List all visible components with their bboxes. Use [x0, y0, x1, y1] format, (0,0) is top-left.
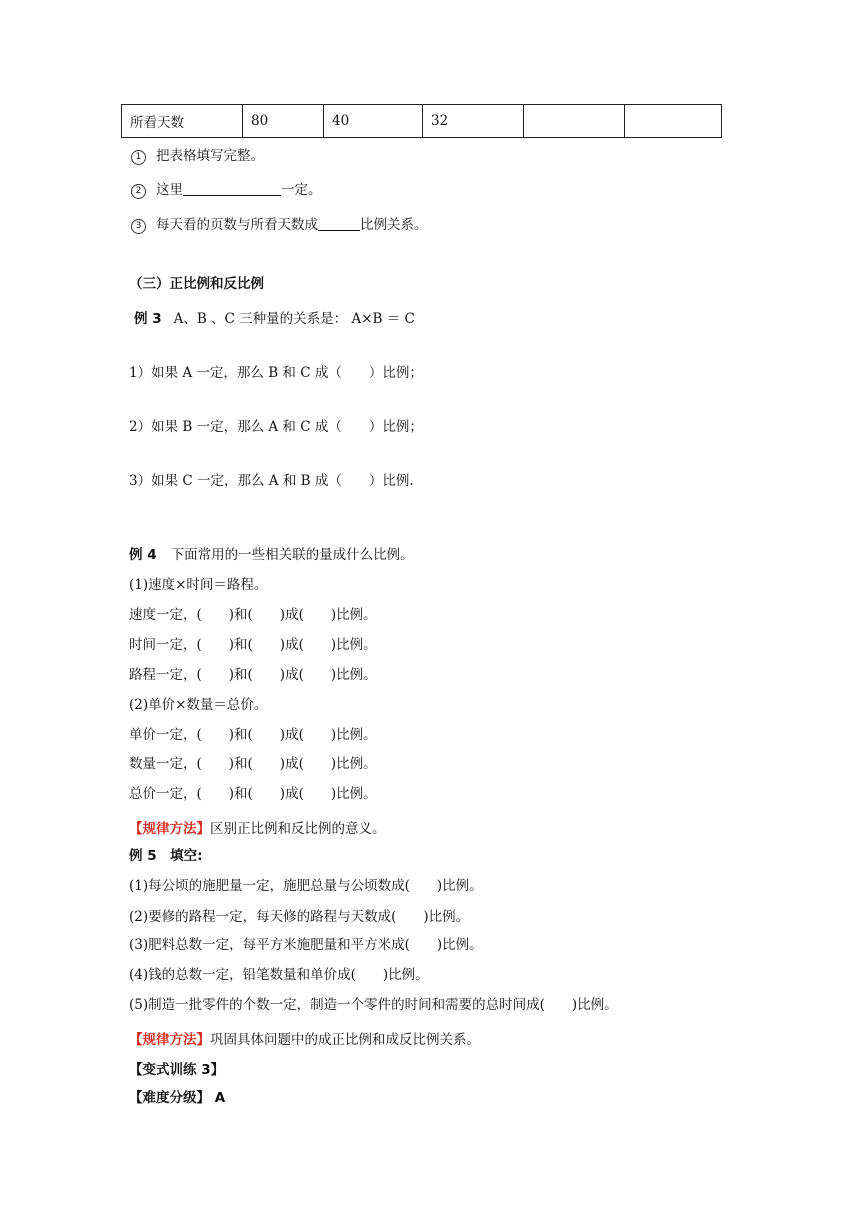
method-text: 巩固具体问题中的成正比例和成反比例关系。	[210, 1032, 480, 1048]
example-4-line: (1)速度×时间＝路程。	[129, 577, 268, 593]
example-4-line: 数量一定，( )和( )成( )比例。	[129, 756, 377, 772]
question-text: 把表格填写完整。	[156, 148, 264, 164]
method-tag: 【规律方法】	[129, 821, 210, 837]
table-cell	[524, 105, 625, 138]
table-row	[122, 105, 722, 138]
method-tag: 【规律方法】	[129, 1032, 210, 1048]
example-5-line: (3)肥料总数一定，每平方米施肥量和平方米成( )比例。	[129, 937, 483, 953]
section-heading: （三）正比例和反比例	[129, 276, 264, 292]
example-4	[129, 549, 414, 563]
question-2	[131, 183, 322, 199]
question-1	[131, 150, 264, 165]
method-note	[129, 823, 386, 837]
example-5-line: (2)要修的路程一定，每天修的路程与天数成( )比例。	[129, 909, 470, 925]
example-text: A、B 、C 三种量的关系是： A×B ＝ C	[173, 311, 415, 327]
answer-blank[interactable]	[183, 183, 281, 196]
training-heading: 【变式训练 3】	[129, 1062, 225, 1078]
example-4-line: 单价一定，( )和( )成( )比例。	[129, 727, 377, 743]
example-5-line: (4)钱的总数一定，铅笔数量和单价成( )比例。	[129, 967, 429, 983]
question-text: 一定。	[281, 182, 322, 198]
example-5-line: (1)每公顷的施肥量一定，施肥总量与公顷数成( )比例。	[129, 878, 483, 894]
question-text: 这里	[156, 182, 183, 198]
example-4-line: 时间一定，( )和( )成( )比例。	[129, 637, 377, 653]
answer-blank[interactable]	[318, 218, 360, 231]
table-cell	[625, 105, 722, 138]
circled-number: 1	[131, 150, 146, 165]
method-note	[129, 1034, 480, 1048]
difficulty-heading: 【难度分级】 A	[129, 1090, 226, 1106]
example-text: 下面常用的一些相关联的量成什么比例。	[170, 547, 414, 563]
method-text: 区别正比例和反比例的意义。	[210, 821, 386, 837]
example-3-item: 1）如果 A 一定，那么 B 和 C 成（ ）比例；	[129, 365, 423, 381]
example-5-label: 例 5 填空:	[129, 848, 203, 864]
table-cell: 32	[423, 105, 524, 138]
example-3-item: 2）如果 B 一定，那么 A 和 C 成（ ）比例；	[129, 419, 423, 435]
question-text: 每天看的页数与所看天数成	[156, 217, 318, 233]
example-3-item: 3）如果 C 一定，那么 A 和 B 成（ ）比例.	[129, 473, 414, 489]
example-4-line: 速度一定，( )和( )成( )比例。	[129, 607, 377, 623]
example-3	[134, 313, 415, 327]
example-5-line: (5)制造一批零件的个数一定，制造一个零件的时间和需要的总时间成( )比例。	[129, 997, 618, 1013]
table-row-label: 所看天数	[122, 105, 243, 138]
days-table	[121, 104, 722, 138]
question-text: 比例关系。	[360, 217, 428, 233]
example-label: 例 3	[134, 311, 162, 327]
table-cell: 40	[324, 105, 423, 138]
circled-number: 2	[131, 184, 146, 199]
table-cell: 80	[243, 105, 324, 138]
example-4-line: 路程一定，( )和( )成( )比例。	[129, 667, 377, 683]
example-4-line: 总价一定，( )和( )成( )比例。	[129, 786, 377, 802]
example-label: 例 4	[129, 547, 157, 563]
question-3	[131, 218, 428, 234]
circled-number: 3	[131, 219, 146, 234]
example-4-line: (2)单价×数量＝总价。	[129, 697, 268, 713]
